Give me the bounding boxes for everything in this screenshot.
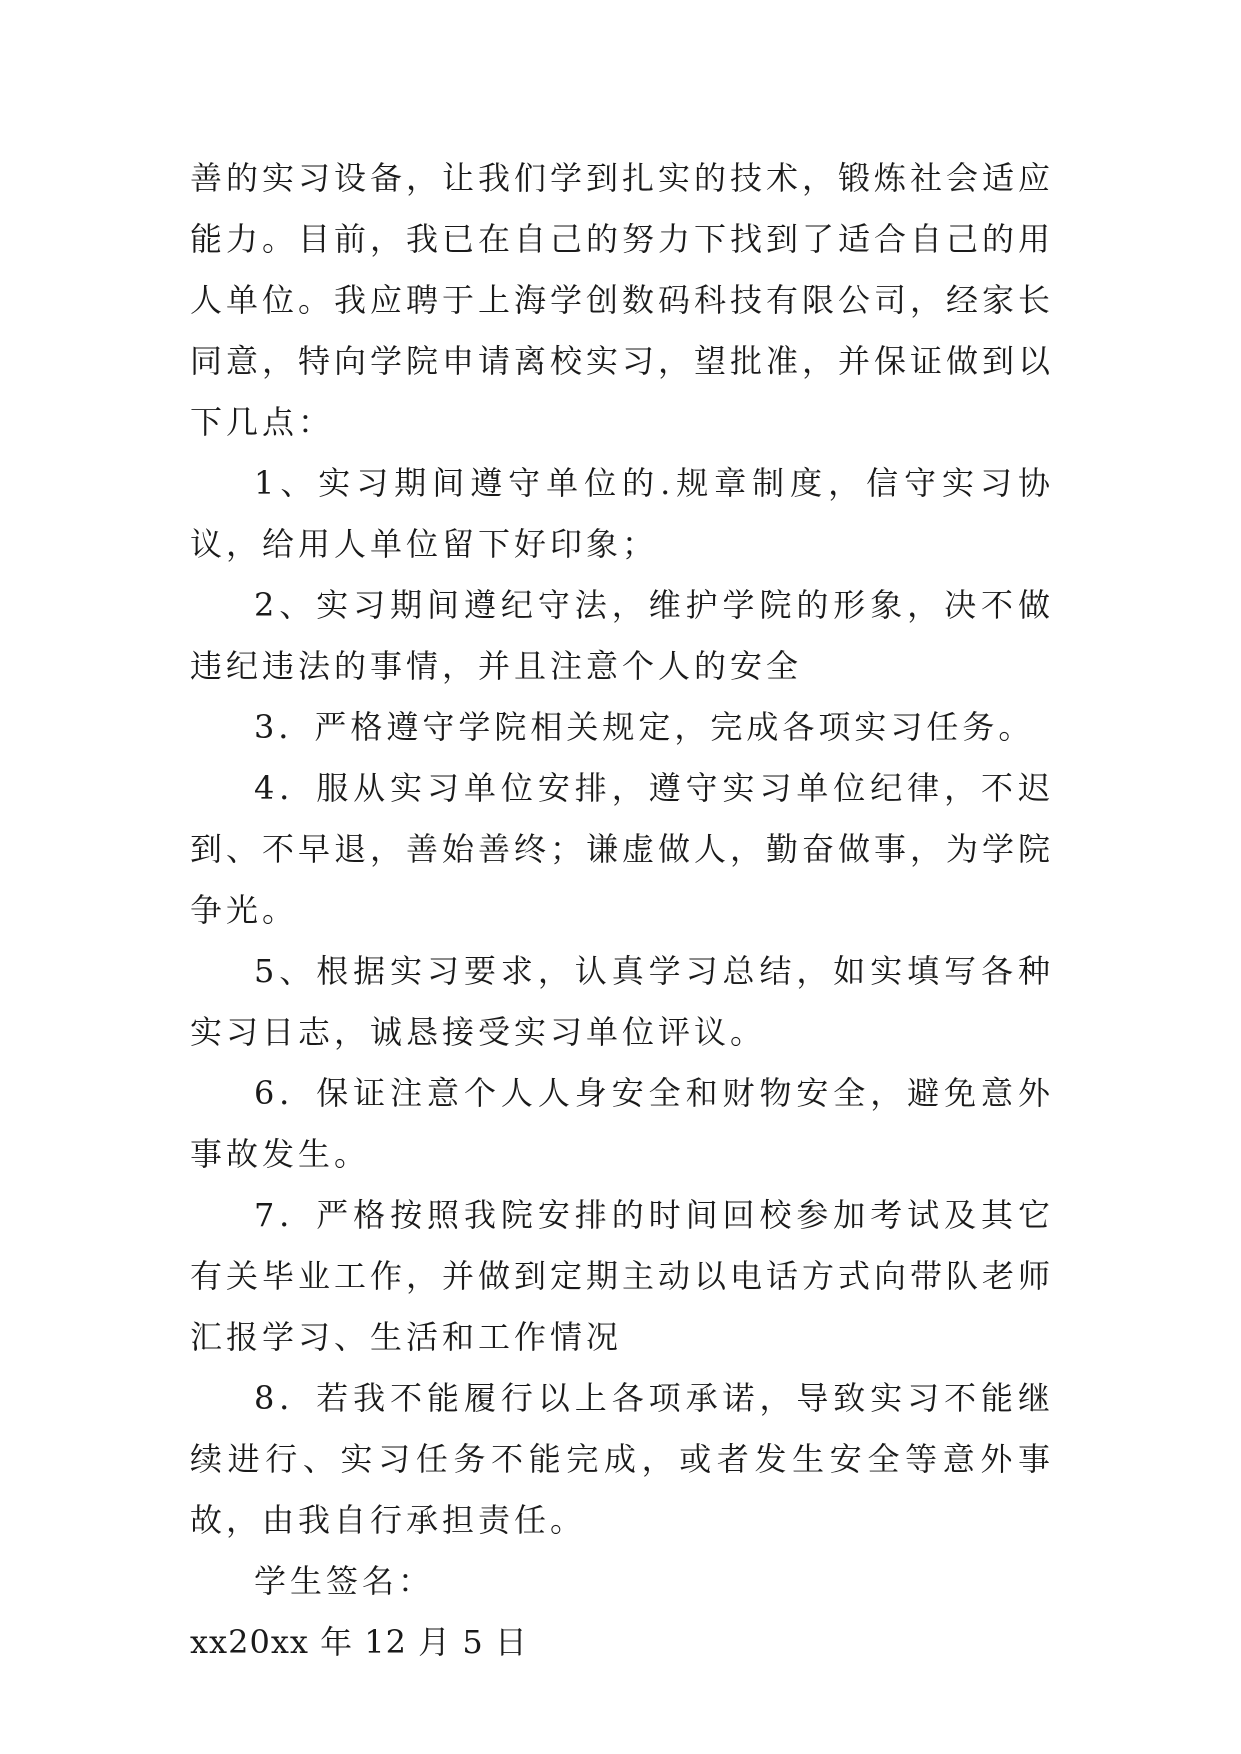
signature-date: xx20xx 年 12 月 5 日	[190, 1623, 528, 1661]
pledge-item-7: 7．严格按照我院安排的时间回校参加考试及其它有关毕业工作，并做到定期主动以电话方式向带队老师汇报学习、生活和工作情况	[190, 1196, 1055, 1356]
pledge-item-1: 1、实习期间遵守单位的.规章制度，信守实习协议，给用人单位留下好印象；	[190, 464, 1054, 563]
pledge-item-4: 4．服从实习单位安排，遵守实习单位纪律，不迟到、不早退，善始善终；谦虚做人，勤奋做事，为学院争光。	[190, 769, 1055, 929]
signature-label: 学生签名：	[254, 1562, 435, 1600]
pledge-item-6: 6．保证注意个人人身安全和财物安全，避免意外事故发生。	[190, 1074, 1054, 1173]
document-body	[190, 148, 1054, 1673]
intro-paragraph: 善的实习设备，让我们学到扎实的技术，锻炼社会适应能力。目前，我已在自己的努力下找到了适合自己的用人单位。我应聘于上海学创数码科技有限公司，经家长同意，特向学院申请离校实习，望批准，并保证做到以下几点：	[190, 159, 1055, 441]
pledge-item-3: 3．严格遵守学院相关规定，完成各项实习任务。	[254, 708, 1035, 746]
pledge-item-8: 8．若我不能履行以上各项承诺，导致实习不能继续进行、实习任务不能完成，或者发生安全等意外事故，由我自行承担责任。	[190, 1379, 1054, 1539]
pledge-item-2: 2、实习期间遵纪守法，维护学院的形象，决不做违纪违法的事情，并且注意个人的安全	[190, 586, 1054, 685]
pledge-item-5: 5、根据实习要求，认真学习总结，如实填写各种实习日志，诚恳接受实习单位评议。	[190, 952, 1054, 1051]
